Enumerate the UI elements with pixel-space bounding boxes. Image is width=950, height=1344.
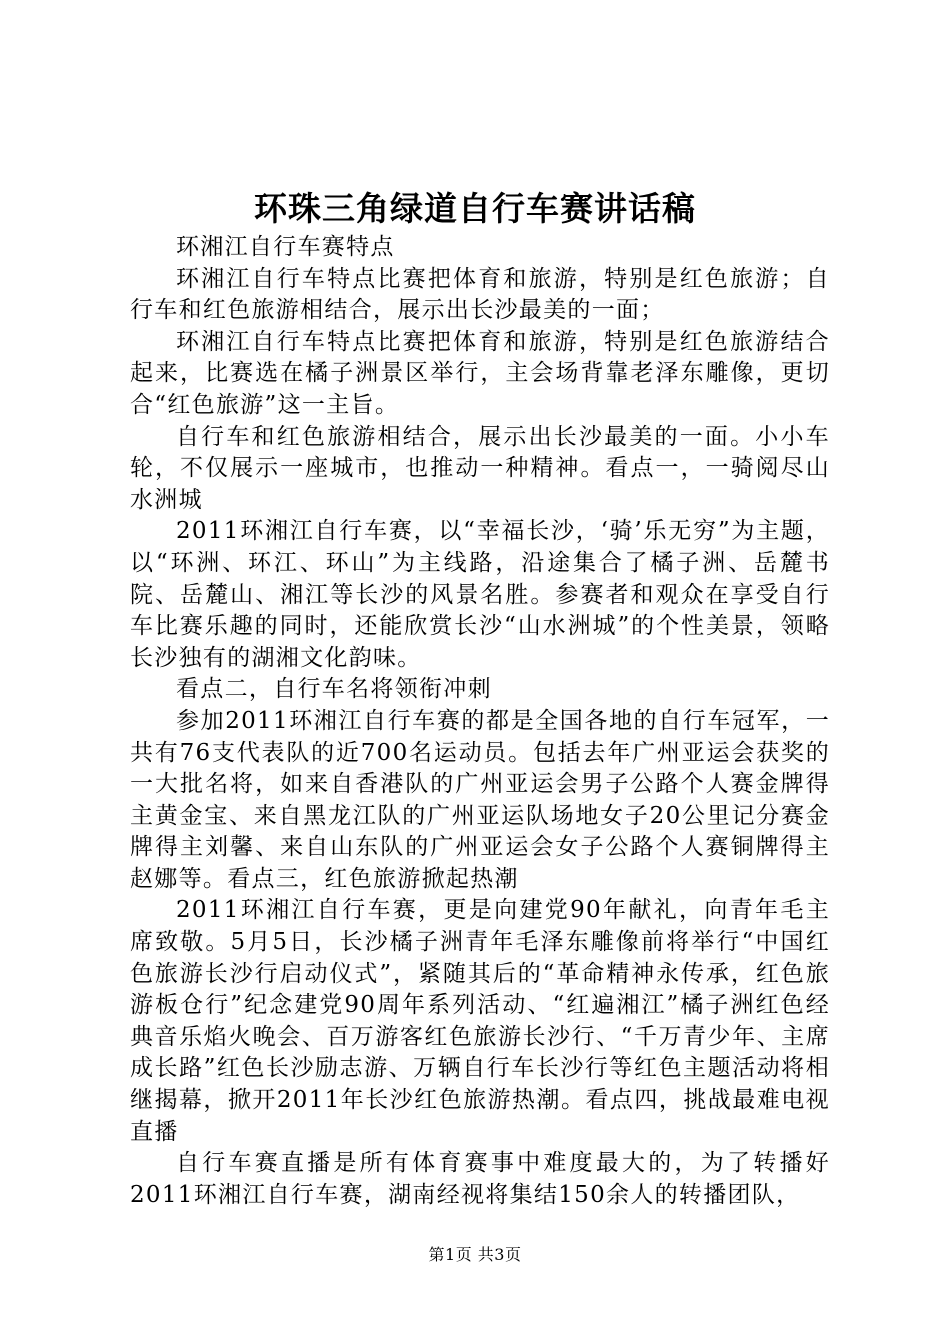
paragraph: 环湘江自行车特点比赛把体育和旅游，特别是红色旅游结合起来，比赛选在橘子洲景区举行，主会场背靠老泽东雕像，更切合“红色旅游”这一主旨。 — [130, 328, 830, 418]
paragraph: 看点二，自行车名将领衔冲刺 — [176, 676, 492, 703]
paragraph: 参加2011环湘江自行车赛的都是全国各地的自行车冠军，一共有76支代表队的近700名运动员。包括去年广州亚运会获奖的一大批名将，如来自香港队的广州亚运会男子公路个人赛金牌得主黄金宝、来自黑龙江队的广州亚运队场地女子20公里记分赛金牌得主刘馨、来自山东队的广州亚运会女子公路个人赛铜牌得主赵娜等。看点三，红色旅游掀起热潮 — [130, 707, 830, 892]
paragraph: 2011环湘江自行车赛，更是向建党90年献礼，向青年毛主席致敬。5月5日，长沙橘子洲青年毛泽东雕像前将举行“中国红色旅游长沙行启动仪式”，紧随其后的“革命精神永传承，红色旅游板仓行”纪念建党90周年系列活动、“红遍湘江”橘子洲红色经典音乐焰火晚会、百万游客红色旅游长沙行、“千万青少年、主席成长路”红色长沙励志游、万辆自行车长沙行等红色主题活动将相继揭幕，掀开2011年长沙红色旅游热潮。看点四，挑战最难电视直播 — [130, 897, 830, 1145]
paragraph: 环湘江自行车特点比赛把体育和旅游，特别是红色旅游；自行车和红色旅游相结合，展示出长沙最美的一面； — [130, 265, 830, 324]
document-title: 环珠三角绿道自行车赛讲话稿 — [254, 189, 696, 228]
document-body — [130, 232, 830, 1211]
paragraph: 自行车赛直播是所有体育赛事中难度最大的，为了转播好2011环湘江自行车赛，湖南经视将集结150余人的转播团队， — [130, 1150, 830, 1208]
paragraph: 自行车和红色旅游相结合，展示出长沙最美的一面。小小车轮，不仅展示一座城市，也推动一种精神。看点一，一骑阅尽山水洲城 — [130, 423, 830, 513]
paragraph: 2011环湘江自行车赛，以“幸福长沙，‘骑’乐无穷”为主题，以“环洲、环江、环山”为主线路，沿途集合了橘子洲、岳麓书院、岳麓山、湘江等长沙的风景名胜。参赛者和观众在享受自行车比赛乐趣的同时，还能欣赏长沙“山水洲城”的个性美景，领略长沙独有的湖湘文化韵味。 — [130, 518, 830, 671]
page-footer: 第1页 共3页 — [428, 1245, 522, 1264]
paragraph: 环湘江自行车赛特点 — [176, 234, 395, 260]
